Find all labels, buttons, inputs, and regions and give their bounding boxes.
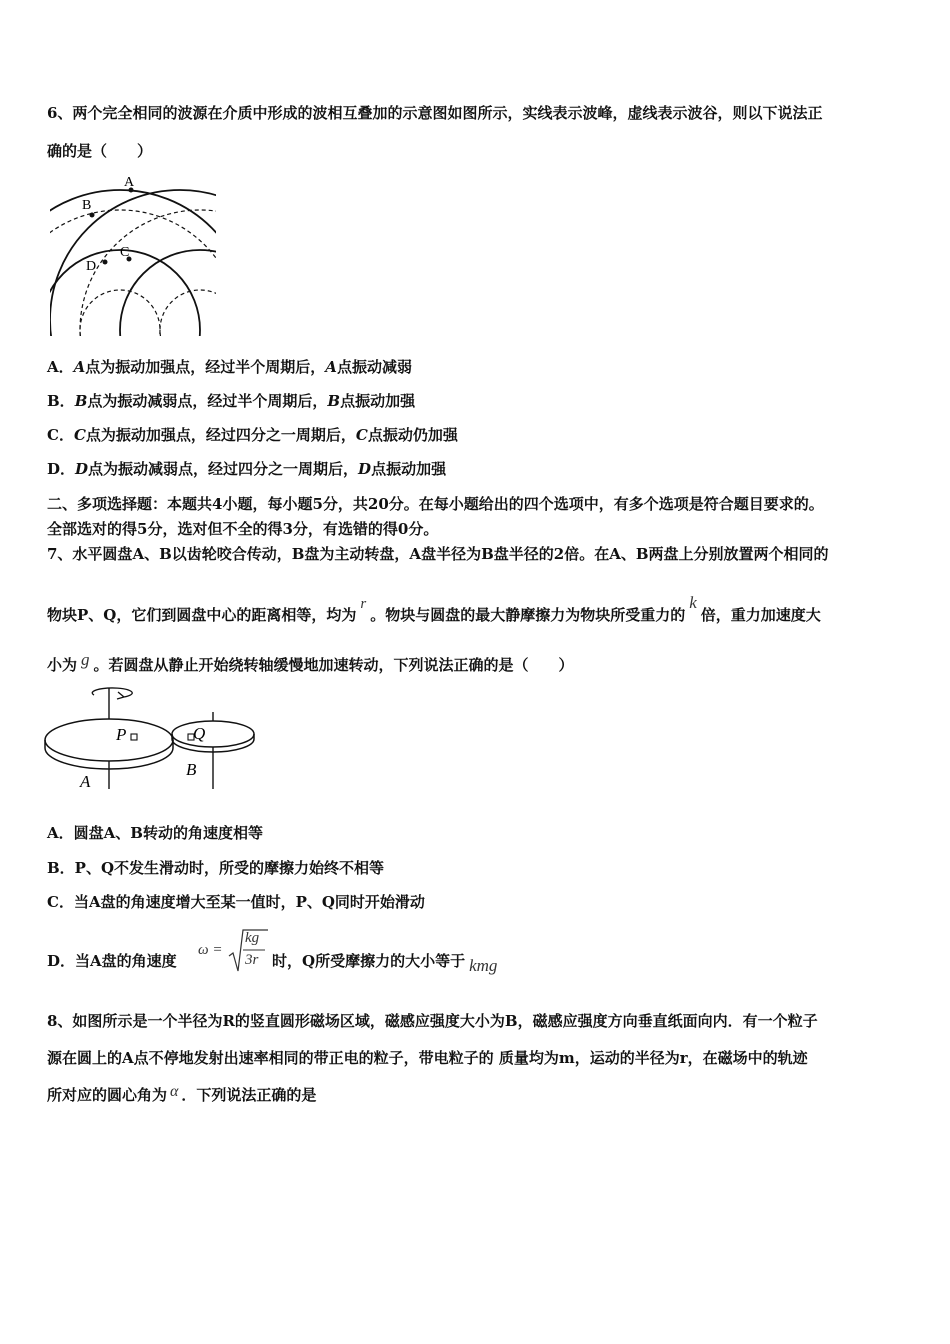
label-q: Q bbox=[193, 724, 206, 743]
q8-stem-line2: 源在圆上的A点不停地发射出速率相同的带正电的粒子，带电粒子的 质量均为m，运动的半径为r，在磁场中的轨迹 bbox=[47, 1049, 808, 1067]
crop-left bbox=[40, 170, 50, 340]
q6-option-d: D．D点为振动减弱点，经过四分之一周期后，D点振动加强 bbox=[47, 460, 447, 478]
q7-option-d: D．当A盘的角速度 bbox=[47, 952, 177, 970]
point-d bbox=[103, 260, 108, 265]
q7-stem-line3: 小为 g 。若圆盘从静止开始绕转轴缓慢地加速转动，下列说法正确的是（ ） bbox=[47, 650, 574, 674]
label-disk-a: A bbox=[80, 772, 91, 791]
label-a: A bbox=[124, 175, 135, 190]
wave-crests-solid bbox=[40, 190, 220, 340]
section2-line1: 二、多项选择题：本题共4小题，每小题5分，共20分。在每小题给出的四个选项中，有多个选项是符合题目要求的。 bbox=[47, 495, 824, 513]
label-c: C bbox=[120, 245, 130, 260]
q6-option-c: C．C点为振动加强点，经过四分之一周期后，C点振动仍加强 bbox=[47, 426, 458, 444]
disk-b bbox=[172, 721, 254, 747]
label-b: B bbox=[82, 198, 92, 213]
q6-stem-line1: 6、两个完全相同的波源在介质中形成的波相互叠加的示意图如图所示，实线表示波峰，虚线表示波谷，则以下说法正 bbox=[47, 104, 823, 122]
q8-stem-line1: 8、如图所示是一个半径为R的竖直圆形磁场区域，磁感应强度大小为B，磁感应强度方向垂直纸面向内．有一个粒子 bbox=[47, 1012, 818, 1030]
rotation-arrow bbox=[92, 688, 132, 697]
block-p bbox=[131, 734, 137, 740]
crop-right bbox=[216, 170, 220, 340]
q7-stem-line2: 物块P、Q，它们到圆盘中心的距离相等，均为r。物块与圆盘的最大静摩擦力为物块所受重力的k倍，重力加速度大 bbox=[47, 593, 821, 624]
rotation-arrow-head bbox=[117, 692, 124, 699]
label-p: P bbox=[116, 725, 127, 744]
fraction-denominator: 3r bbox=[245, 952, 259, 968]
q7-option-d-formula bbox=[198, 928, 268, 974]
q6-option-a: A．A点为振动加强点，经过半个周期后，A点振动减弱 bbox=[47, 358, 412, 376]
wave-troughs-dashed bbox=[40, 210, 220, 340]
q6-option-b: B．B点为振动减弱点，经过半个周期后，B点振动加强 bbox=[47, 392, 416, 410]
q7-option-a: A．圆盘A、B转动的角速度相等 bbox=[47, 824, 263, 842]
disk-a bbox=[45, 719, 173, 761]
q7-option-b: B．P、Q不发生滑动时，所受的摩擦力始终不相等 bbox=[47, 859, 385, 877]
point-b bbox=[90, 213, 95, 218]
label-d: D bbox=[86, 259, 97, 274]
label-disk-b: B bbox=[186, 760, 197, 779]
q7-option-d-tail: 时，Q所受摩擦力的大小等于 kmg bbox=[272, 952, 498, 975]
q6-wave-figure bbox=[40, 170, 220, 340]
section2-line2: 全部选对的得5分，选对但不全的得3分，有选错的得0分。 bbox=[47, 520, 439, 538]
fraction-numerator: kg bbox=[245, 930, 260, 946]
q7-disk-figure bbox=[40, 684, 260, 794]
q8-stem-line3: 所对应的圆心角为 α ．下列说法正确的是 bbox=[47, 1083, 317, 1104]
q7-option-c: C．当A盘的角速度增大至某一值时，P、Q同时开始滑动 bbox=[47, 893, 425, 911]
q6-stem-line2: 确的是（ ） bbox=[47, 142, 153, 160]
q7-stem-line1: 7、水平圆盘A、B以齿轮咬合传动，B盘为主动转盘，A盘半径为B盘半径的2倍。在A、B两盘上分别放置两个相同的 bbox=[47, 545, 829, 563]
omega-equals: ω = bbox=[198, 942, 223, 958]
crop-bottom bbox=[40, 336, 220, 340]
